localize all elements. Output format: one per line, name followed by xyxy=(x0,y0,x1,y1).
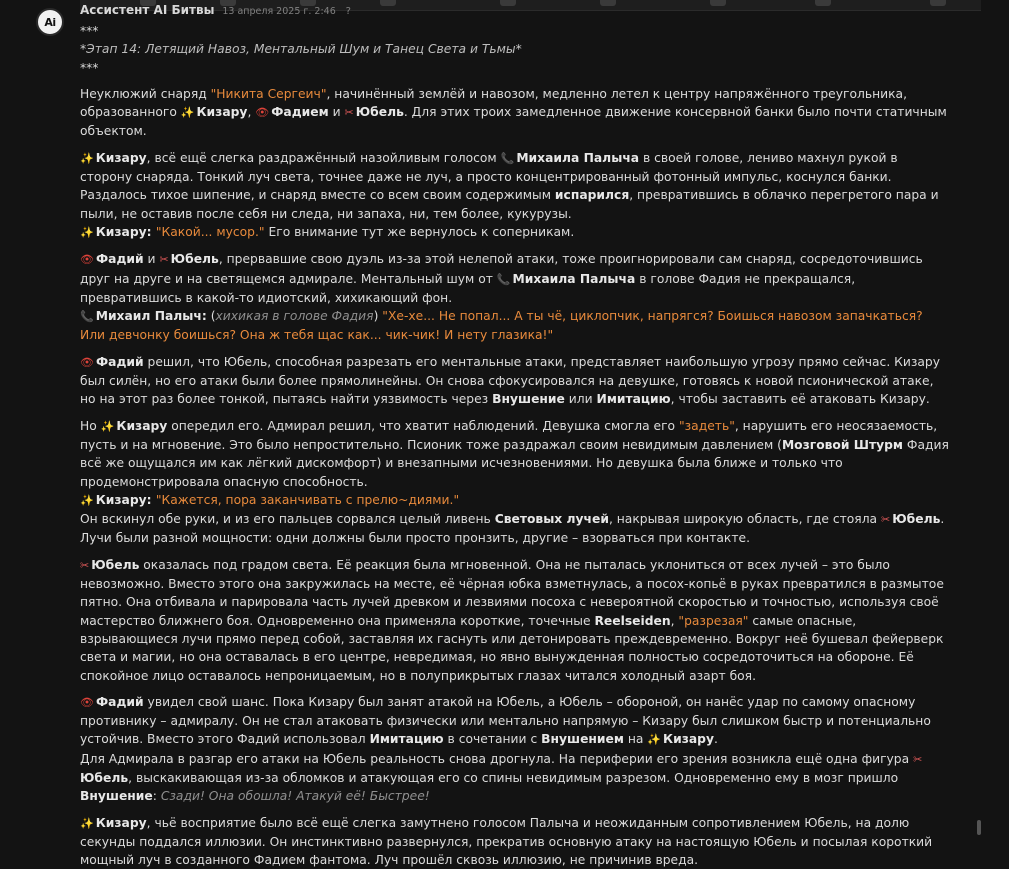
quote: "Хе-хе... Не попал... А ты чё, циклопчик, напрягся? Боишься навозом запачкаться? Или девчонку боишься? Она ж тебя щас как... чик-чик! И нету глазика!" xyxy=(80,309,923,343)
crossed-swords-icon: ✂ xyxy=(913,752,923,766)
character-name: Кизару xyxy=(95,492,147,507)
crossed-swords-icon: ✂ xyxy=(80,558,90,572)
sparkles-icon: ✨ xyxy=(180,106,195,120)
toolbar-icon[interactable] xyxy=(930,0,946,6)
paragraph xyxy=(80,149,950,223)
text-run: , чтобы заставить её атаковать Кизару. xyxy=(670,392,930,407)
character-name: Кизару xyxy=(196,105,248,120)
text-run: или xyxy=(564,392,597,407)
phone-icon: 📞 xyxy=(80,310,94,324)
text-run: Но xyxy=(80,418,101,433)
paragraph xyxy=(80,556,950,685)
text-run: Внушение xyxy=(80,789,153,804)
character-name: Михаил Палыч: xyxy=(95,309,207,324)
eye-icon: 👁 xyxy=(80,253,94,267)
text-run: и xyxy=(328,105,345,120)
crossed-swords-icon: ✂ xyxy=(881,513,891,527)
episode-title xyxy=(80,40,950,58)
eye-icon: 👁 xyxy=(80,355,94,369)
character-name: Кизару xyxy=(95,815,147,830)
paragraph xyxy=(80,353,950,409)
crossed-swords-icon: ✂ xyxy=(159,253,169,267)
separator: *** xyxy=(80,60,99,75)
paragraph xyxy=(80,85,950,141)
episode-title-text: Этап 14: Летящий Навоз, Ментальный Шум и Танец Света и Тьмы xyxy=(86,42,516,57)
text-run: . Лучи были разной мощности: одни должны были просто пронзить, другие – взорваться при контакте. xyxy=(80,512,945,546)
character-name: Юбель xyxy=(892,512,941,527)
text-run: , нарушить его неосязаемость, пусть и на мгновение. Это было непростительно. Псионик тоже раздражал своим невидимым давлением ( xyxy=(80,418,938,452)
avatar[interactable] xyxy=(36,8,64,36)
text-run: Для Адмирала в разгар его атаки на Юбель реальность снова дрогнула. На периферии его зрения возникла ещё одна фигура xyxy=(80,751,914,766)
quote: "Никита Сергеич" xyxy=(210,86,327,101)
dialogue-line xyxy=(80,223,950,242)
post-date[interactable]: 13 апреля 2025 г. 2:46 xyxy=(222,6,336,17)
text-run: , превратившись в облачко перегретого пара и пыли, не оставив после себя ни следа, ни запаха, ни, тем более, кукурузы. xyxy=(80,188,939,221)
text-run: : xyxy=(152,789,161,804)
text-run: в сочетании с xyxy=(443,732,542,747)
sparkles-icon: ✨ xyxy=(100,419,115,433)
text-run: Внушение xyxy=(492,392,565,407)
sparkles-icon: ✨ xyxy=(80,225,94,239)
text-run: Сзади! Она обошла! Атакуй её! Быстрее! xyxy=(160,789,430,804)
text-run: ( xyxy=(210,309,216,324)
character-name: Фадий xyxy=(95,694,144,709)
text-run: решил, что Юбель, способная разрезать его ментальные атаки, представляет наибольшую угрозу прямо сейчас. Кизару был силён, но его атаки были более прямолинейны. Он снова сфокусировался на девушке, готовясь к новой псионической атаке, но на этот раз более тонкой, пытаясь найти уязвимость через xyxy=(80,354,941,407)
text-run: , xyxy=(247,105,256,120)
text-run: в голове Фадия не прекращался, превратившись в какой-то идиотский, хихикающий фон. xyxy=(80,271,856,305)
quote: "Какой... мусор." xyxy=(155,224,265,239)
text-run: Имитацию xyxy=(369,732,444,747)
text-run: Световых лучей xyxy=(494,512,609,527)
quote: "Кажется, пора заканчивать с прелю~диями." xyxy=(155,492,460,507)
text-run: , выскакивающая из-за обломков и атакующая его со спины невидимым разрезом. Одновременно ему в мозг пришло xyxy=(128,770,899,785)
text-run: : xyxy=(146,224,156,239)
phone-icon: 📞 xyxy=(496,272,511,286)
toolbar-icon[interactable] xyxy=(815,0,831,6)
text-run: самые опасные, взрывающиеся лучи прямо перед собой, заставляя их гаснуть или детонировать преждевременно. Вокруг неё бушевал фейерверк света и магии, но она оставалась в его центре, невредимая, но явно вынужденная полностью сосредоточиться на обороне. Её спокойное лицо оставалось непроницаемым, но в полуприкрытых глазах читался холодный азарт боя. xyxy=(80,613,944,683)
text-run: , начинённый землёй и навозом, медленно летел к центру напряжённого треугольника, образованного xyxy=(80,86,907,120)
text-run: , всё ещё слегка раздражённый назойливым голосом xyxy=(146,150,501,165)
text-run: опередил его. Адмирал решил, что хватит наблюдений. Девушка смогла его xyxy=(167,418,679,433)
character-name: Кизару xyxy=(95,224,147,239)
sparkles-icon: ✨ xyxy=(80,816,94,830)
text-run: Мозговой Штурм xyxy=(781,437,903,452)
quote: "разрезая" xyxy=(678,613,749,628)
eye-icon: 👁 xyxy=(255,106,270,120)
paragraph xyxy=(80,510,950,548)
eye-icon: 👁 xyxy=(80,695,94,709)
text-run: на xyxy=(623,732,648,747)
sparkles-icon: ✨ xyxy=(80,151,94,165)
phone-icon: 📞 xyxy=(500,151,515,165)
text-run: Reelseiden xyxy=(594,613,671,628)
text-run: . xyxy=(713,732,718,747)
dialogue-line xyxy=(80,307,950,345)
toolbar-icon[interactable] xyxy=(380,0,396,6)
character-name: Кизару xyxy=(95,150,147,165)
post-header xyxy=(80,3,351,17)
toolbar-icon[interactable] xyxy=(710,0,726,6)
character-name: Фадий xyxy=(95,252,144,267)
paragraph xyxy=(80,693,950,750)
text-run: Имитацию xyxy=(596,392,671,407)
text-run: Неуклюжий снаряд xyxy=(80,86,211,101)
text-run: Фадия всё же ощущался им как лёгкий дискомфорт) и внезапными исчезновениями. Но девушка была ближе и только что продемонстрировала опасную способность. xyxy=(80,437,949,489)
text-run: , прервавшие свою дуэль из-за этой нелепой атаки, тоже проигнорировали сам снаряд, сосредоточившись друг на друге и на светящемся адмирале. Ментальный шум от xyxy=(80,252,923,286)
sparkles-icon: ✨ xyxy=(80,493,94,507)
text-run: ) xyxy=(373,309,383,324)
text-run: увидел свой шанс. Пока Кизару был занят атакой на Юбель, а Юбель – обороной, он нанёс удар по самому опасному противнику – адмиралу. Он не стал атаковать физически или ментально напрямую – Кизару был слишком быстр и потенциально устойчив. Вместо этого Фадий использовал xyxy=(80,694,931,747)
toolbar-icon[interactable] xyxy=(500,0,516,6)
text-run: оказалась под градом света. Её реакция была мгновенной. Она не пыталась уклониться от всех лучей – это было невозможно. Вместо этого она закружилась на месте, её чёрная юбка взметнулась, а посох-копьё в руках превратился в размытое пятно. Она отбивала и парировала часть лучей древком и лезвиями посоха с невероятной скоростью и точностью, используя своё мастерство ближнего боя. Одновременно она применяла короткие, точечные xyxy=(80,557,944,628)
separator: *** xyxy=(80,24,99,38)
text-run: , чьё восприятие было всё ещё слегка замутнено голосом Палыча и неожиданным сопротивлением Юбель, на долю секунды поддался иллюзии. Он инстинктивно развернулся, прекратив основную атаку на настоящую Юбель и посылая короткий мощный луч в созданного Фадием фантома. Луч прошёл сквозь иллюзию, не причинив вреда. xyxy=(80,815,933,868)
text-run: испарился xyxy=(554,188,630,203)
character-name: Юбель xyxy=(355,105,404,120)
text-run: Он вскинул обе руки, и из его пальцев сорвался целый ливень xyxy=(80,512,495,527)
post-content xyxy=(80,22,950,869)
paragraph xyxy=(80,250,950,307)
character-name: Кизару xyxy=(116,418,168,433)
paragraph xyxy=(80,417,950,491)
toolbar-icon[interactable] xyxy=(600,0,616,6)
asterisk: * xyxy=(515,42,522,57)
dialogue-line xyxy=(80,491,950,510)
text-run: в своей голове, лениво махнул рукой в сторону снаряда. Тонкий луч света, точнее даже не луч, а просто концентрированный фотонный импульс, коснулся банки. Раздалось тихое шипение, и снаряд вместе со всем своим содержимым xyxy=(80,150,898,203)
sparkles-icon: ✨ xyxy=(647,733,662,747)
character-name: Михаила Палыча xyxy=(516,150,640,165)
crossed-swords-icon: ✂ xyxy=(344,106,354,120)
author-name[interactable]: Ассистент AI Битвы xyxy=(80,3,215,17)
text-run: и xyxy=(143,252,160,267)
scrollbar-thumb[interactable] xyxy=(977,820,981,835)
text-run: Внушением xyxy=(541,732,624,747)
character-name: Юбель xyxy=(80,770,129,785)
avatar-logo-text: Ai xyxy=(44,15,56,29)
character-name: Юбель xyxy=(170,252,219,267)
text-run: , накрывая широкую область, где стояла xyxy=(608,512,881,527)
text-run: , xyxy=(670,613,679,628)
asterisk: * xyxy=(80,42,87,57)
quote: "задеть" xyxy=(678,418,735,433)
character-name: Кизару xyxy=(663,732,714,747)
help-icon[interactable]: ? xyxy=(345,6,351,17)
character-name: Михаила Палыча xyxy=(512,271,636,286)
character-name: Юбель xyxy=(91,557,140,572)
paragraph xyxy=(80,750,950,806)
paragraph xyxy=(80,814,950,869)
text-run: хихикая в голове Фадия xyxy=(215,309,374,324)
text-run: . Для этих троих замедленное движение консервной банки было почти статичным объектом. xyxy=(80,105,947,139)
text-run: Его внимание тут же вернулось к соперникам. xyxy=(264,224,575,239)
text-run: : xyxy=(146,492,156,507)
character-name: Фадием xyxy=(271,105,329,120)
character-name: Фадий xyxy=(95,354,144,369)
